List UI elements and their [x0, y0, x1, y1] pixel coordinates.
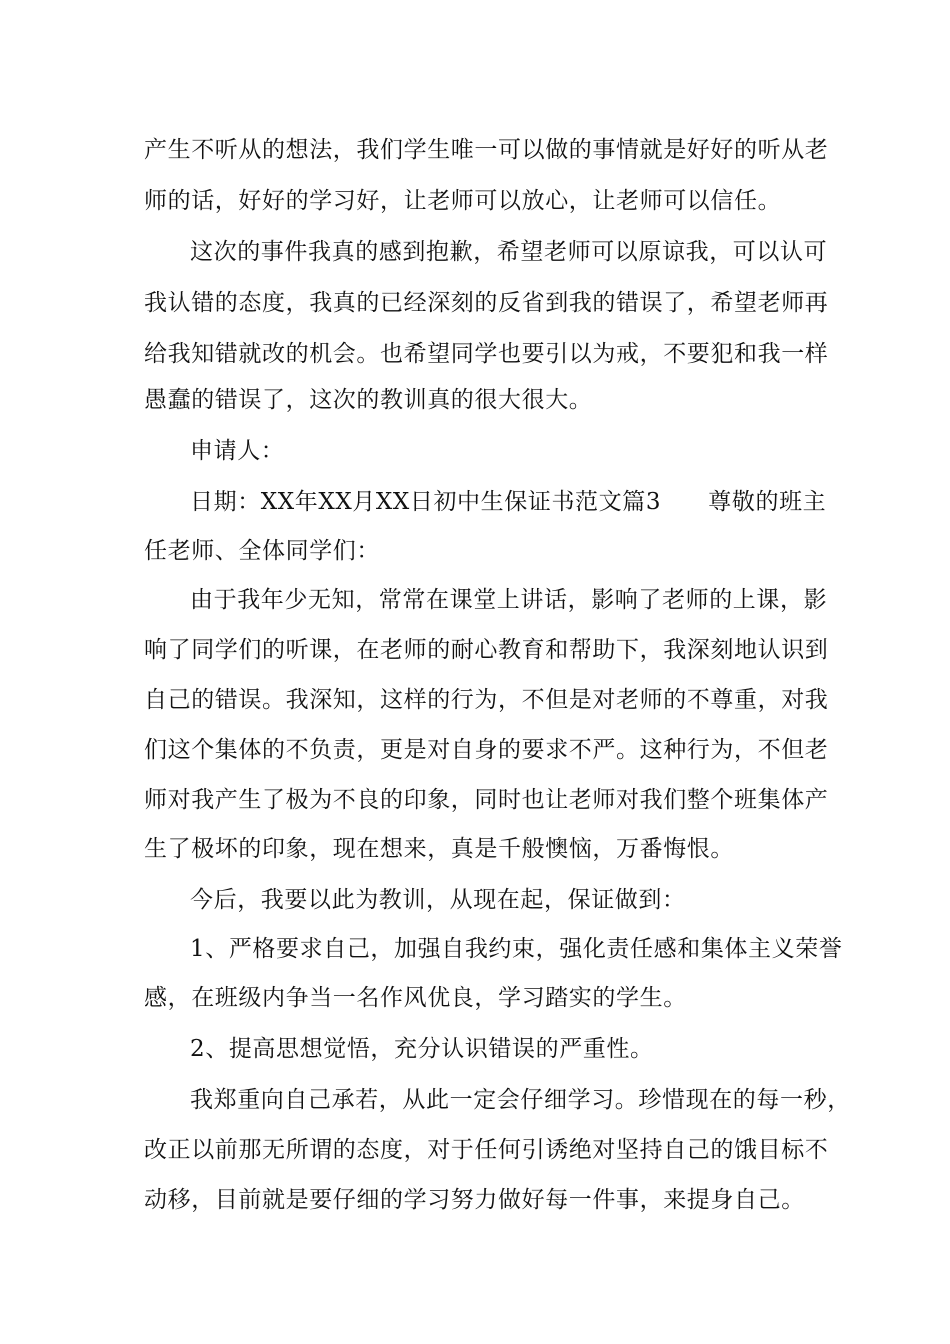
list-item-1-line: 1、严格要求自己，加强自我约束，强化责任感和集体主义荣誉: [190, 936, 843, 962]
text-line: 师对我产生了极为不良的印象，同时也让老师对我们整个班集体产: [144, 787, 829, 813]
text-line: 给我知错就改的机会。也希望同学也要引以为戒，不要犯和我一样: [144, 341, 829, 367]
list-item-1-line: 感，在班级内争当一名作风优良，学习踏实的学生。: [144, 985, 687, 1011]
salutation-line: 任老师、全体同学们：: [144, 538, 380, 564]
paragraph-start-line: 今后，我要以此为教训，从现在起，保证做到：: [190, 887, 686, 913]
text-line: 产生不听从的想法，我们学生唯一可以做的事情就是好好的听从老: [144, 137, 829, 163]
text-line: 们这个集体的不负责，更是对自身的要求不严。这种行为，不但老: [144, 737, 829, 763]
text-line: 愚蠢的错误了，这次的教训真的很大很大。: [144, 387, 593, 413]
paragraph-start-line: 我郑重向自己承若，从此一定会仔细学习。珍惜现在的每一秒，: [190, 1087, 851, 1113]
text-line: 自己的错误。我深知，这样的行为，不但是对老师的不尊重，对我: [144, 687, 829, 713]
paragraph-start-line: 由于我年少无知，常常在课堂上讲话，影响了老师的上课，影: [190, 587, 828, 613]
paragraph-start-line: 这次的事件我真的感到抱歉，希望老师可以原谅我，可以认可: [190, 239, 828, 265]
applicant-label: 申请人：: [190, 438, 285, 464]
text-line: 响了同学们的听课，在老师的耐心教育和帮助下，我深刻地认识到: [144, 637, 829, 663]
list-item-2-line: 2、提高思想觉悟，充分认识错误的严重性。: [190, 1036, 654, 1062]
text-line: 师的话，好好的学习好，让老师可以放心，让老师可以信任。: [144, 188, 782, 214]
text-line: 改正以前那无所谓的态度，对于任何引诱绝对坚持自己的饿目标不: [144, 1137, 829, 1163]
date-line: 日期：XX年XX月XX日初中生保证书范文篇3 尊敬的班主: [190, 489, 827, 515]
text-line: 生了极坏的印象，现在想来，真是千般懊恼，万番悔恨。: [144, 836, 734, 862]
text-line: 动移，目前就是要仔细的学习努力做好每一件事，来提身自己。: [144, 1187, 805, 1213]
text-line: 我认错的态度，我真的已经深刻的反省到我的错误了，希望老师再: [144, 290, 829, 316]
